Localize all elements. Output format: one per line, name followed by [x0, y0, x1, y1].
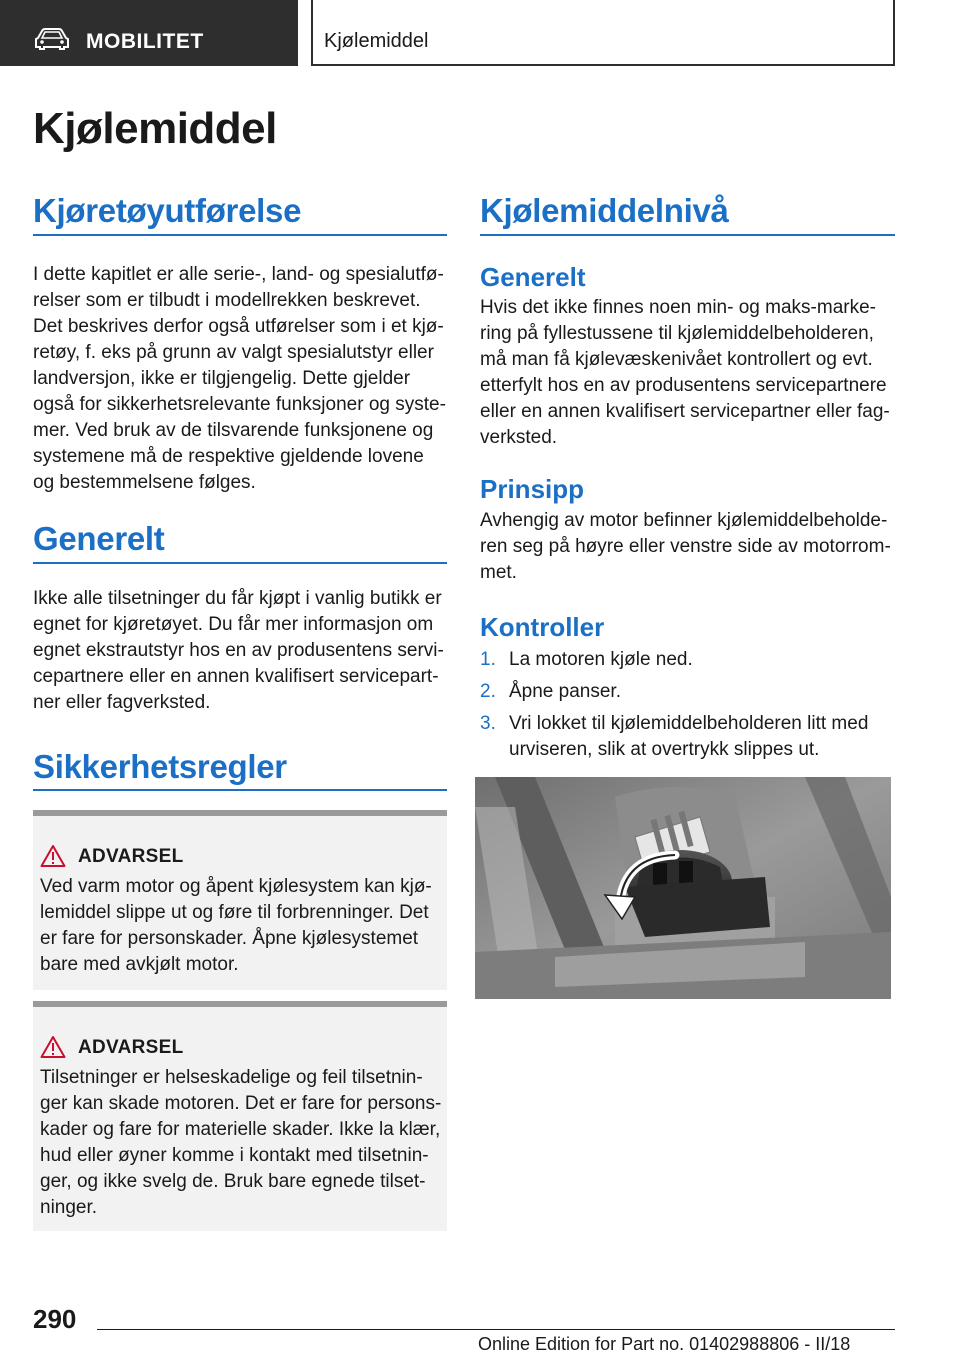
subheading-generelt: Generelt [480, 262, 586, 292]
heading-underline [33, 562, 447, 564]
warning-label: ADVARSEL [78, 1037, 184, 1058]
paragraph-prinsipp: Avhengig av motor befinner kjølemiddelbeholde- ren seg på høyre eller venstre side av motorrom- met. [480, 510, 891, 583]
heading-underline [480, 234, 895, 236]
paragraph-kjoretoyutforelse: I dette kapitlet er alle serie-, land- og spesialutfø- relser som er tilbudt i modellrekken beskrevet. Det beskrives derfor også utførelser som i et kjø- retøy, f. eks på grunn av valgt spesialutstyr eller landversjon, ikke er tilgjengelig. Dette gjelder også for sikkerhetsrelevante funksjoner og syste- mer. Ved bruk av de tilsvarende funksjonene og systemene må de respektive gjeldende lovene og bestemmelsene følges. [33, 264, 446, 493]
heading-underline [33, 234, 447, 236]
warning-triangle-icon [40, 1035, 66, 1059]
page-title: Kjølemiddel [33, 104, 277, 153]
footer-edition: Online Edition for Part no. 01402988806 - II/18 [478, 1334, 851, 1354]
page-number: 290 [33, 1304, 77, 1334]
footer-divider [97, 1329, 895, 1330]
warning-label: ADVARSEL [78, 846, 184, 867]
warning-box [33, 1001, 447, 1231]
heading-underline [33, 789, 447, 791]
coolant-reservoir-photo [475, 777, 891, 999]
header-page-title: Kjølemiddel [324, 30, 429, 52]
warning-triangle-icon [40, 844, 66, 868]
warning-text: Tilsetninger er helseskadelige og feil tilsetnin- ger kan skade motoren. Det er fare for persons- kader og fare for materielle skader. Ikke la klær, hud eller øyner komme i kontakt med tilsetnin- ger, og ikke svelg de. Bruk bare egnede tilset- ninger. [40, 1067, 442, 1218]
heading-sikkerhetsregler: Sikkerhetsregler [33, 748, 287, 785]
paragraph-niva-generelt: Hvis det ikke finnes noen min- og maks-marke- ring på fyllestussene til kjølemiddelbeholderen, må man få kjølevæskenivået kontrollert og evt. etterfylt hos en av produsentens servicepartnere eller en annen kvalifisert servicepartner eller fag- verksted. [480, 297, 890, 448]
header-section-tab [0, 0, 298, 66]
heading-kjolemiddelniva: Kjølemiddelnivå [480, 192, 729, 229]
paragraph-generelt: Ikke alle tilsetninger du får kjøpt i vanlig butikk er egnet for kjøretøyet. Du får mer informasjon om egnet ekstrautstyr hos en av produsentens servi- cepartnere eller en annen kvalifisert servicepart- ner eller fagverksted. [33, 588, 444, 713]
heading-generelt: Generelt [33, 520, 165, 557]
header-section-label: MOBILITET [86, 30, 204, 53]
heading-kjoretoyutforelse: Kjøretøyutførelse [33, 192, 302, 229]
subheading-kontroller: Kontroller [480, 612, 605, 642]
subheading-prinsipp: Prinsipp [480, 474, 585, 504]
warning-box [33, 810, 447, 990]
car-icon [34, 28, 70, 50]
warning-text: Ved varm motor og åpent kjølesystem kan kjø- lemiddel slippe ut og føre til forbrenninger. Det er fare for personskader. Åpne kjølesystemet bare med avkjølt motor. [40, 876, 432, 975]
